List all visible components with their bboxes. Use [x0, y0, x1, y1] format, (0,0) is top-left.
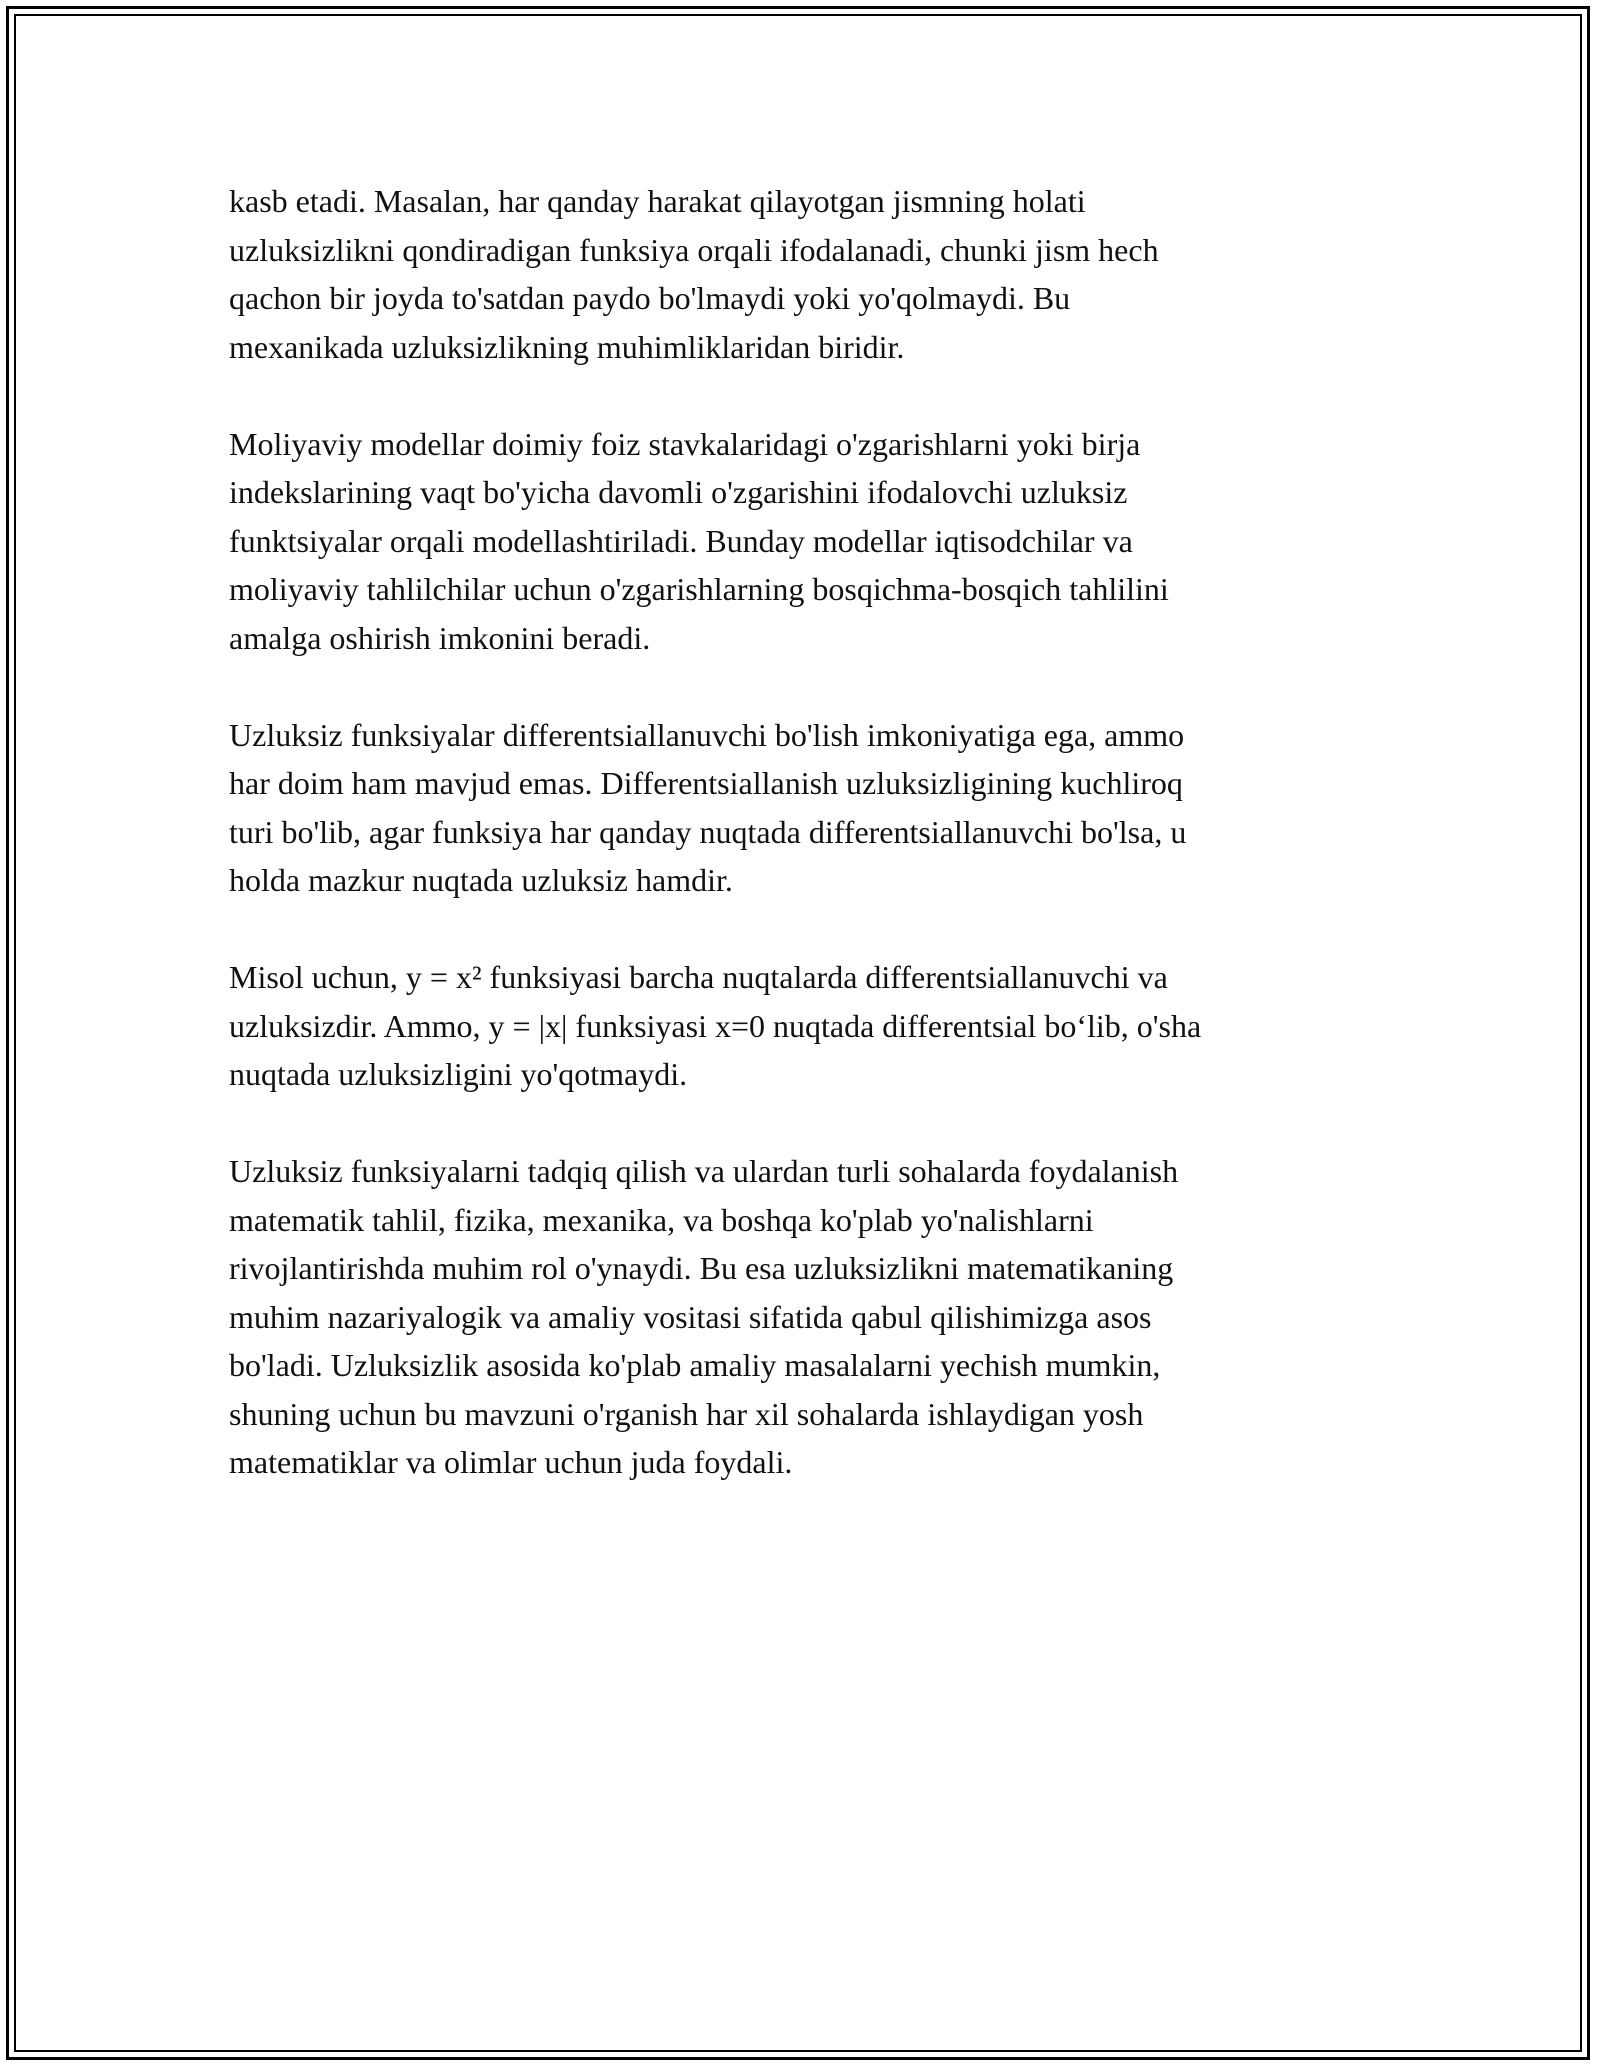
paragraph-3: Uzluksiz funksiyalar differentsiallanuvchi bo'lish imkoniyatiga ega, ammo har doim ham mavjud emas. Differentsiallanish uzluksizligining kuchliroq turi bo'lib, agar funksiya har qanday nuqtada differentsiallanuvchi bo'lsa, u holda mazkur nuqtada uzluksiz hamdir.	[229, 716, 1187, 898]
paragraph-2: Moliyaviy modellar doimiy foiz stavkalaridagi o'zgarishlarni yoki birja indekslarining vaqt bo'yicha davomli o'zgarishini ifodalovchi uzluksiz funktsiyalar orqali modellashtiriladi. Bunday modellar iqtisodchilar va moliyaviy tahlilchilar uchun o'zgarishlarning bosqichma-bosqich tahlilini amalga oshirish imkonini beradi.	[229, 425, 1169, 656]
document-body	[229, 177, 1389, 1535]
paragraph-5: Uzluksiz funksiyalarni tadqiq qilish va ulardan turli sohalarda foydalanish matematik tahlil, fizika, mexanika, va boshqa ko'plab yo'nalishlarni rivojlantirishda muhim rol o'ynaydi. Bu esa uzluksizlikni matematikaning muhim nazariyalogik va amaliy vositasi sifatida qabul qilishimizga asos bo'ladi. Uzluksizlik asosida ko'plab amaliy masalalarni yechish mumkin, shuning uchun bu mavzuni o'rganish har xil sohalarda ishlaydigan yosh matematiklar va olimlar uchun juda foydali.	[229, 1153, 1179, 1480]
paragraph-1: kasb etadi. Masalan, har qanday harakat qilayotgan jismning holati uzluksizlikni qondiradigan funksiya orqali ifodalanadi, chunki jism hech qachon bir joyda to'satdan paydo bo'lmaydi yoki yo'qolmaydi. Bu mexanikada uzluksizlikning muhimliklaridan biridir.	[229, 183, 1159, 365]
paragraph-4: Misol uchun, y = x² funksiyasi barcha nuqtalarda differentsiallanuvchi va uzluksizdir. Ammo, y = |x| funksiyasi x=0 nuqtada differentsial bo‘lib, o'sha nuqtada uzluksizligini yo'qotmaydi.	[229, 959, 1202, 1092]
